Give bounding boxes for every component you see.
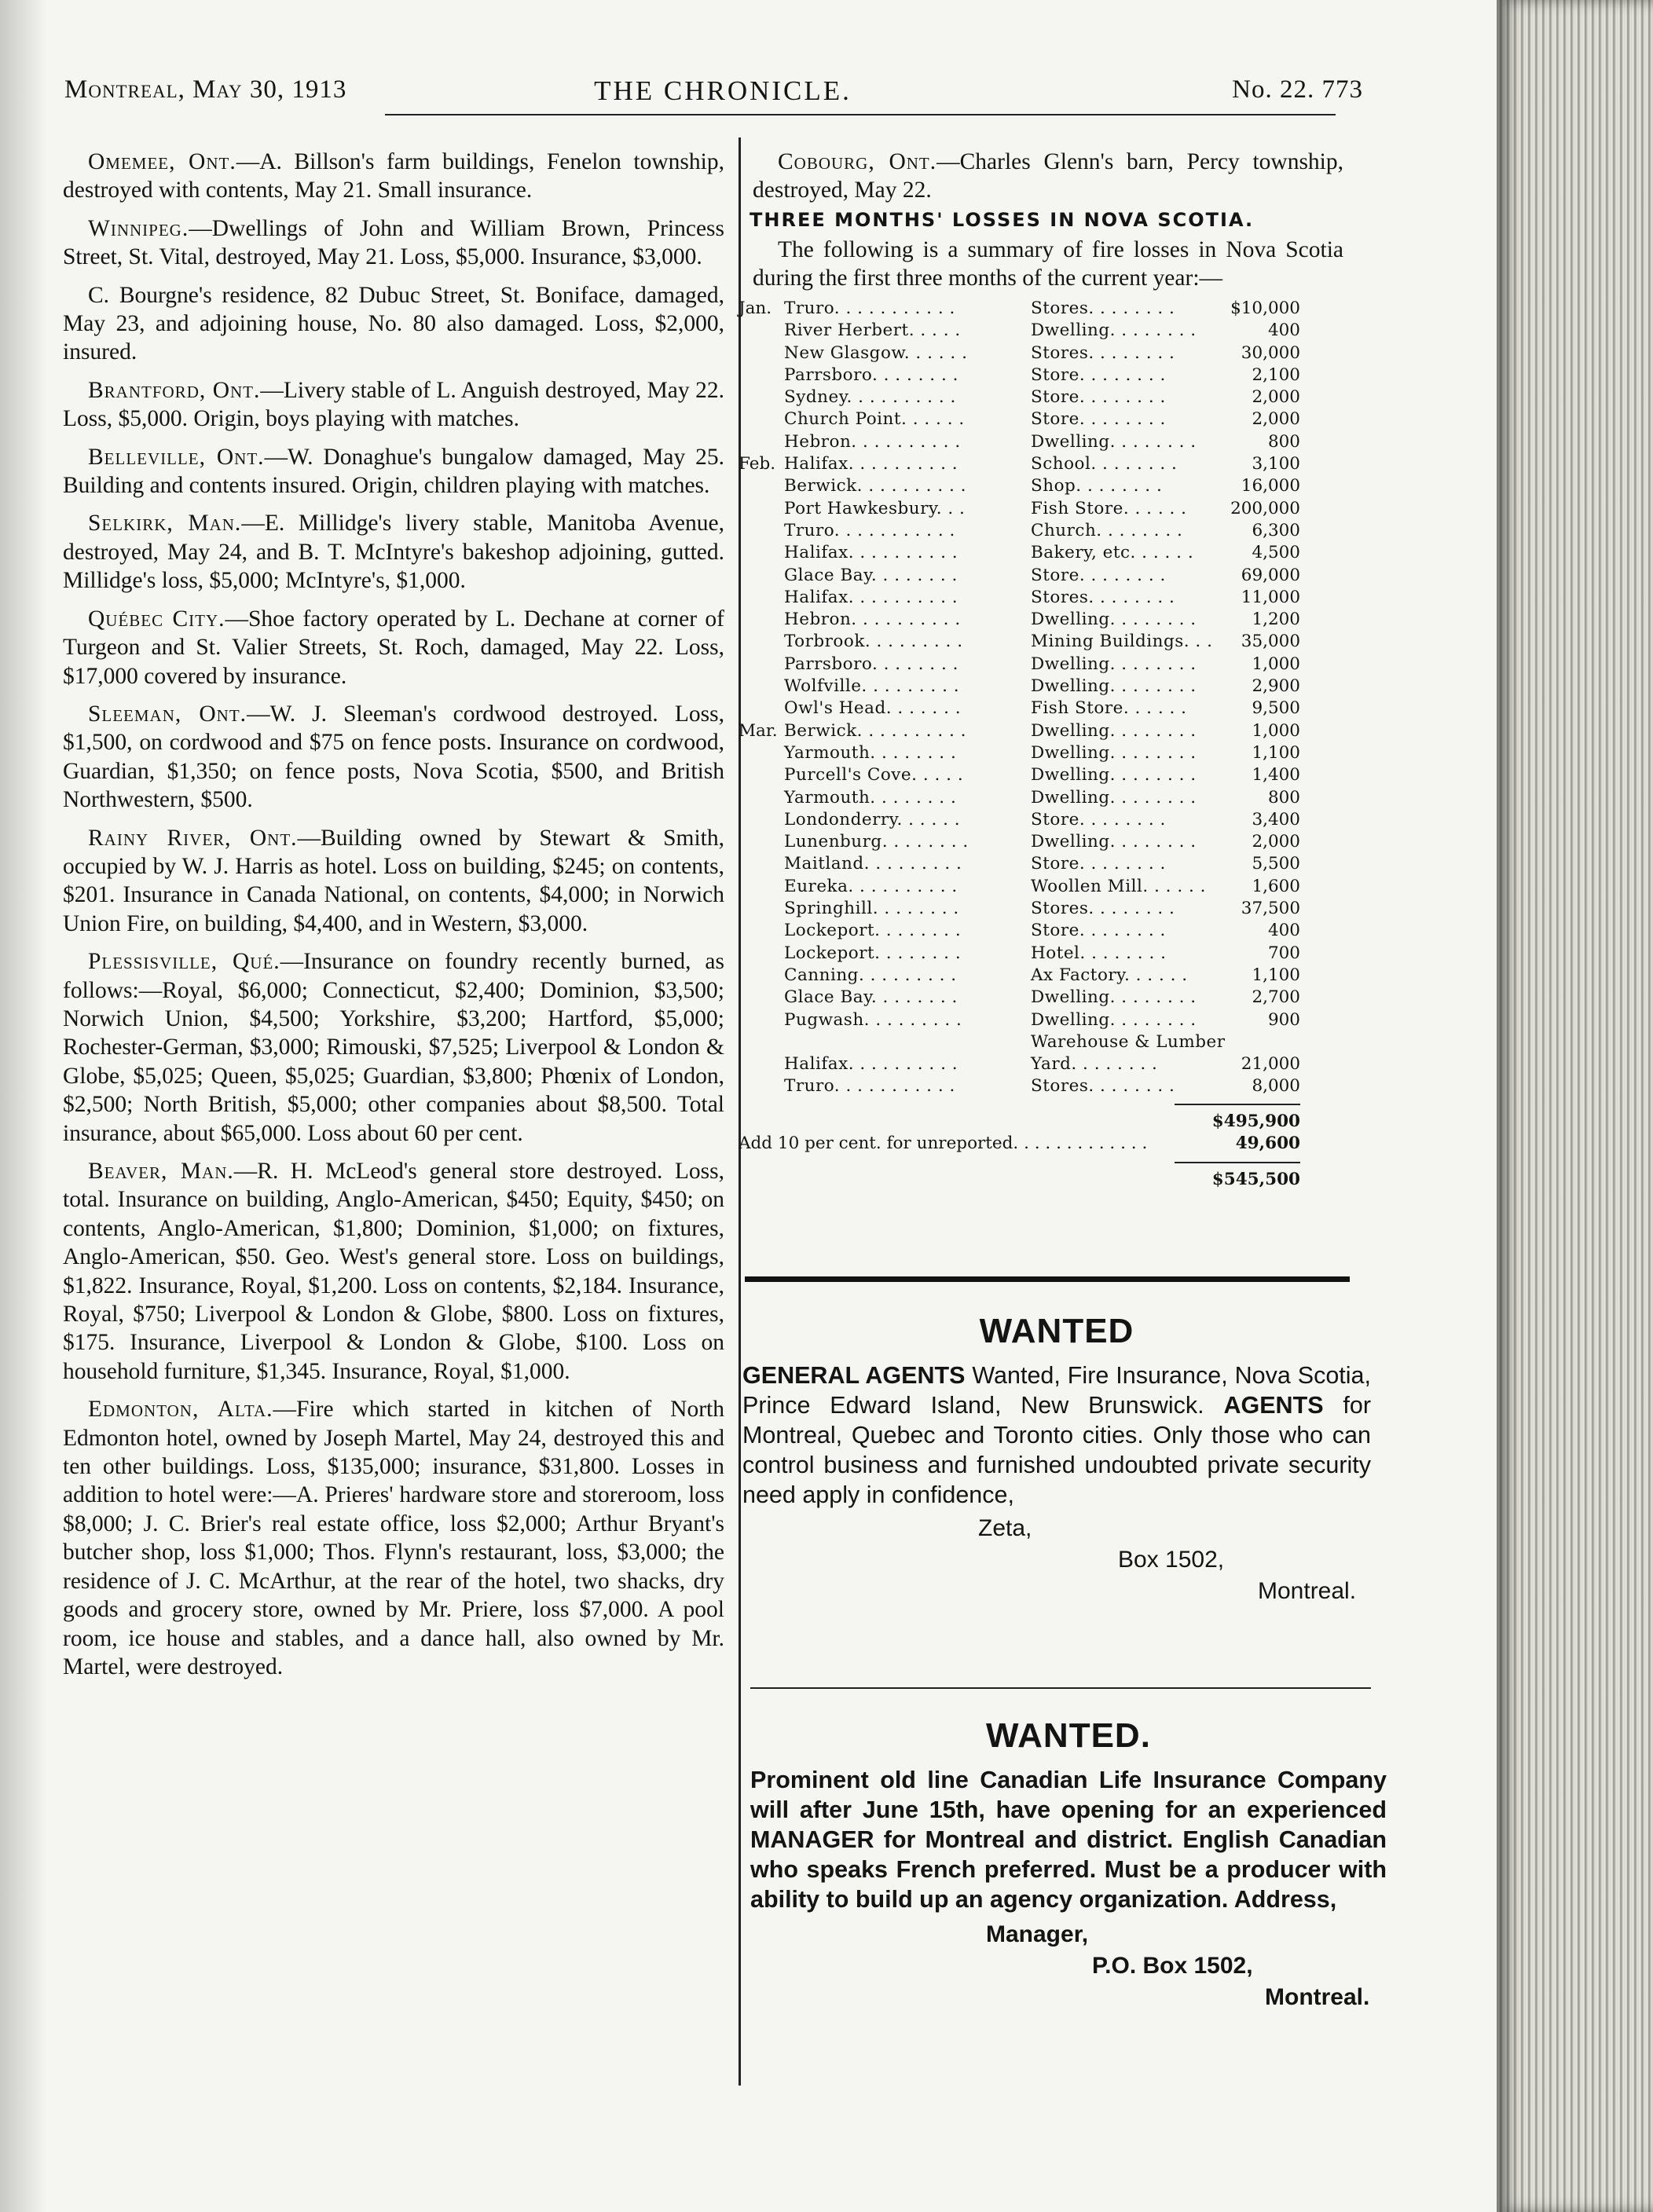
losses-row [739, 632, 1343, 654]
losses-row [739, 343, 1343, 365]
losses-town: Hebron. . . . . . . . . . [784, 610, 961, 630]
losses-type: Dwelling. . . . . . . . [1031, 787, 1197, 808]
losses-amount: 9,500 [1252, 698, 1300, 719]
news-item-text: —R. H. McLeod's general store destroyed. Loss, total. Insurance on building, Anglo-American, $450; Equity, $450; on contents, Anglo-American, $1,800; Dominion, $1,000; on fixtures, Anglo-American, $50. Geo. West's general store. Loss on buildings, $1,822. Insurance, Royal, $1,200. Loss on contents, $2,184. Insurance, Royal, $750; Liverpool & London & Globe, $800. Loss on fixtures, $175. Insurance, Liverpool & London & Globe, $100. Loss on household furniture, $1,345. Insurance, Royal, $1,000. [63, 1159, 724, 1384]
book-page-edges [1497, 0, 1653, 2212]
losses-type: School. . . . . . . . [1031, 454, 1178, 474]
news-item-text: —Building owned by Stewart & Smith, occupied by W. J. Harris as hotel. Loss on building, $245; on contents, $201. Insurance in Canada National, on contents, $4,000; in Norwich Union Fire, on building, $4,400, and in Western, $3,000. [63, 825, 724, 936]
losses-town: Hebron. . . . . . . . . . [784, 431, 961, 452]
losses-row [739, 698, 1343, 720]
header-issue-page: No. 22. 773 [1232, 75, 1363, 104]
losses-amount: 2,900 [1252, 676, 1300, 697]
ad-signature-city: Montreal. [1265, 1984, 1370, 2010]
binding-shadow [0, 0, 47, 2212]
losses-row [739, 877, 1343, 899]
losses-row [739, 566, 1343, 588]
losses-type: Store. . . . . . . . [1031, 565, 1166, 585]
losses-type: Store. . . . . . . . [1031, 921, 1166, 941]
grand-total-row [739, 1165, 1343, 1192]
news-item-text: C. Bourgne's residence, 82 Dubuc Street, St. Boniface, damaged, May 23, and adjoining house, No. 80 also damaged. Loss, $2,000, insured. [63, 282, 724, 365]
header-dateline: Montreal, May 30, 1913 [64, 75, 347, 104]
grand-total-amount: $545,500 [1211, 1169, 1300, 1189]
losses-amount: 1,100 [1252, 965, 1300, 985]
losses-amount: 400 [1267, 320, 1300, 341]
header-rule [385, 114, 1336, 115]
ad-emphasis: AGENTS [1223, 1392, 1324, 1419]
losses-row [739, 943, 1343, 965]
losses-table [739, 298, 1343, 1099]
losses-amount: 900 [1267, 1009, 1300, 1030]
news-item-text: —W. Donaghue's bungalow damaged, May 25. Building and contents insured. Origin, children playing with matches. [63, 444, 724, 499]
news-item-place: Rainy River, Ont. [88, 825, 298, 851]
losses-town: Wolfville. . . . . . . . . [784, 676, 960, 697]
losses-type: Church. . . . . . . . [1031, 520, 1183, 540]
left-column [63, 148, 724, 1690]
losses-row [739, 965, 1343, 987]
losses-town: Truro. . . . . . . . . . . [784, 298, 955, 318]
news-item [63, 509, 724, 595]
losses-town: Yarmouth. . . . . . . . [784, 742, 957, 763]
losses-type: Store. . . . . . . . [1031, 854, 1166, 874]
grand-total-rule [1175, 1162, 1300, 1163]
losses-town: Londonderry. . . . . . [784, 809, 961, 830]
news-item-place: Winnipeg. [88, 215, 189, 241]
losses-type: Dwelling. . . . . . . . [1031, 742, 1197, 763]
losses-town: Parrsboro. . . . . . . . [784, 654, 958, 674]
losses-month: Feb. [739, 454, 776, 474]
losses-town: Maitland. . . . . . . . . [784, 854, 962, 874]
losses-row [739, 1010, 1343, 1032]
losses-town: Port Hawkesbury. . . [784, 498, 966, 518]
losses-type: Yard. . . . . . . . [1031, 1054, 1158, 1075]
news-item-place: Omemee, Ont. [88, 149, 236, 174]
ad-body [742, 1361, 1371, 1510]
losses-amount: 8,000 [1252, 1076, 1300, 1097]
losses-type: Dwelling. . . . . . . . [1031, 431, 1197, 452]
losses-town: Owl's Head. . . . . . . [784, 698, 962, 719]
header-masthead: THE CHRONICLE. [594, 75, 852, 106]
losses-type: Ax Factory. . . . . . [1031, 965, 1188, 985]
losses-town: Halifax. . . . . . . . . . [784, 543, 958, 563]
losses-row [739, 409, 1343, 431]
news-item-place: Edmonton, Alta. [88, 1397, 273, 1423]
subtotal-row [739, 1107, 1343, 1133]
ad-signature-name: Zeta, [978, 1515, 1032, 1541]
wanted-ad-manager [750, 1716, 1387, 2013]
losses-amount: 400 [1267, 921, 1300, 941]
ad-signature-city: Montreal. [1258, 1578, 1357, 1604]
ad-signature-name: Manager, [986, 1921, 1089, 1947]
unreported-row [739, 1133, 1343, 1160]
losses-town: Lunenburg. . . . . . . . [784, 832, 969, 852]
losses-type: Dwelling. . . . . . . . [1031, 320, 1197, 341]
losses-type: Dwelling. . . . . . . . [1031, 765, 1197, 786]
losses-type: Fish Store. . . . . . [1031, 498, 1187, 518]
losses-amount: 3,100 [1252, 454, 1300, 474]
losses-amount: 2,700 [1252, 987, 1300, 1008]
losses-row [739, 499, 1343, 521]
losses-amount: 2,000 [1252, 832, 1300, 852]
losses-type: Store. . . . . . . . [1031, 364, 1166, 385]
subtotal-rule [1175, 1104, 1300, 1105]
losses-amount: 800 [1267, 431, 1300, 452]
losses-town: Pugwash. . . . . . . . . [784, 1009, 962, 1030]
losses-amount: 6,300 [1252, 520, 1300, 540]
news-item-place: Plessisville, Qué. [88, 949, 280, 975]
news-item [63, 824, 724, 939]
losses-amount: 30,000 [1241, 342, 1300, 363]
losses-town: Lockeport. . . . . . . . [784, 943, 962, 963]
losses-row [739, 320, 1343, 342]
losses-row [739, 810, 1343, 832]
losses-amount: 1,000 [1252, 720, 1300, 741]
losses-type: Dwelling. . . . . . . . [1031, 610, 1197, 630]
losses-row [739, 454, 1343, 476]
news-item [63, 148, 724, 205]
losses-type: Dwelling. . . . . . . . [1031, 654, 1197, 674]
losses-row [739, 521, 1343, 543]
losses-town: Yarmouth. . . . . . . . [784, 787, 957, 808]
unreported-label: Add 10 per cent. for unreported. . . . . . . . . . . . . [739, 1133, 1148, 1153]
losses-type: Stores. . . . . . . . [1031, 1076, 1175, 1097]
news-item-place: Québec City. [88, 606, 225, 632]
losses-type: Hotel. . . . . . . . [1031, 943, 1167, 963]
news-item [739, 148, 1343, 204]
news-item-place: Brantford, Ont. [88, 377, 261, 403]
losses-row [739, 921, 1343, 943]
ad-separator-thick [745, 1276, 1350, 1282]
losses-row [739, 610, 1343, 632]
losses-town: River Herbert. . . . . [784, 320, 961, 341]
news-item [63, 281, 724, 367]
news-item-text: —Insurance on foundry recently burned, as follows:—Royal, $6,000; Connecticut, $2,400; Dominion, $3,500; Norwich Union, $4,500; Yorkshire, $3,200; Hartford, $5,000; Rochester-German, $3,000; Rimouski, $7,525; Liverpool & London & Globe, $5,025; Queen, $5,025; Guardian, $3,800; Phœnix of London, $2,500; North British, $5,000; other companies about $8,500. Total insurance, about $65,000. Loss about 60 per cent. [63, 949, 725, 1146]
news-item-text: —Fire which started in kitchen of North Edmonton hotel, owned by Joseph Martel, May 24, destroyed this and ten other buildings. Loss, $135,000; insurance, $31,800. Losses in addition to hotel were:—A. Prieres' hardware store and storeroom, loss $8,000; J. C. Brier's real estate office, loss $2,000; Arthur Bryant's butcher shop, loss $1,000; Thos. Flynn's restaurant, loss, $3,000; the residence of J. C. McArthur, at the rear of the hotel, two shacks, dry goods and grocery store, owned by Mr. Priere, loss $7,000. A pool room, ice house and stables, and a dance hall, also owned by Mr. Martel, were destroyed. [63, 1397, 724, 1679]
unreported-amount: 49,600 [1235, 1133, 1300, 1153]
losses-town: Sydney. . . . . . . . . . [784, 387, 956, 408]
losses-amount: 2,100 [1252, 364, 1300, 385]
losses-type: Store. . . . . . . . [1031, 387, 1166, 408]
ad-text: Wanted, Fire Insurance, Nova Scotia, Prince Edward Island, New Brunswick. [742, 1362, 1371, 1419]
right-column [739, 148, 1343, 1192]
news-item-place: Sleeman, Ont. [88, 701, 247, 727]
losses-row [739, 987, 1343, 1009]
news-item-text: —Dwellings of John and William Brown, Princess Street, St. Vital, destroyed, May 21. Loss, $5,000. Insurance, $3,000. [63, 215, 724, 270]
losses-amount: 16,000 [1241, 476, 1300, 496]
subtotal-amount: $495,900 [1211, 1111, 1300, 1131]
news-item [63, 214, 724, 272]
losses-row [739, 1076, 1343, 1098]
losses-amount: 69,000 [1241, 565, 1300, 585]
losses-town: Glace Bay. . . . . . . . [784, 987, 958, 1008]
losses-town: Halifax. . . . . . . . . . [784, 1054, 958, 1075]
ad-heading: WANTED [979, 1312, 1134, 1350]
news-item-place: Cobourg, Ont. [778, 149, 937, 174]
news-item-text: —W. J. Sleeman's cordwood destroyed. Loss, $1,500, on cordwood and $75 on fence posts. Insurance on cordwood, Guardian, $1,350; on fence posts, Nova Scotia, $500, and British Northwestern, $500. [63, 701, 724, 813]
news-item [63, 443, 724, 500]
news-item [63, 605, 724, 690]
losses-amount: 1,200 [1252, 610, 1300, 630]
losses-type: Dwelling. . . . . . . . [1031, 720, 1197, 741]
ad-separator-thin [750, 1687, 1371, 1689]
losses-amount: 700 [1267, 943, 1300, 963]
news-item-text: —A. Billson's farm buildings, Fenelon township, destroyed with contents, May 21. Small insurance. [63, 149, 724, 203]
losses-amount: 2,000 [1252, 387, 1300, 408]
losses-town: Parrsboro. . . . . . . . [784, 364, 958, 385]
news-item-text: —Livery stable of L. Anguish destroyed, May 22. Loss, $5,000. Origin, boys playing with matches. [63, 377, 725, 432]
losses-row [739, 788, 1343, 810]
news-item [63, 947, 724, 1148]
ad-body: Prominent old line Canadian Life Insurance Company will after June 15th, have opening for an experienced MANAGER for Montreal and district. English Canadian who speaks French preferred. Must be a producer with ability to build up an agency organization. Address, [750, 1767, 1387, 1913]
losses-type: Mining Buildings. . . [1031, 632, 1213, 652]
losses-type: Woollen Mill. . . . . . [1031, 876, 1207, 896]
losses-amount: 35,000 [1241, 632, 1300, 652]
losses-type: Stores. . . . . . . . [1031, 342, 1175, 363]
losses-row [739, 476, 1343, 498]
losses-town: Truro. . . . . . . . . . . [784, 1076, 955, 1097]
losses-type: Dwelling. . . . . . . . [1031, 832, 1197, 852]
losses-row [739, 1054, 1343, 1076]
losses-amount: 200,000 [1230, 498, 1300, 518]
losses-row [739, 721, 1343, 743]
losses-type: Store. . . . . . . . [1031, 409, 1166, 430]
losses-type: Dwelling. . . . . . . . [1031, 676, 1197, 697]
losses-amount: 1,400 [1252, 765, 1300, 786]
losses-town: Canning. . . . . . . . . [784, 965, 957, 985]
ad-signature-box: Box 1502, [1118, 1547, 1225, 1573]
losses-month: Mar. [739, 720, 778, 741]
losses-row [739, 899, 1343, 921]
losses-type: Warehouse & Lumber [1031, 1031, 1226, 1052]
losses-town: Berwick. . . . . . . . . . [784, 720, 966, 741]
losses-town: Berwick. . . . . . . . . . [784, 476, 966, 496]
news-item-text: —E. Millidge's livery stable, Manitoba Avenue, destroyed, May 24, and B. T. McIntyre's bakeshop adjoining, gutted. Millidge's loss, $5,000; McIntyre's, $1,000. [63, 511, 724, 594]
ad-text: for Montreal, Quebec and Toronto cities. Only those who can control business and furnished undoubted private security need apply in confidence, [742, 1392, 1371, 1508]
losses-row [739, 832, 1343, 854]
news-item-text: —Charles Glenn's barn, Percy township, destroyed, May 22. [753, 149, 1344, 203]
losses-amount: 800 [1267, 787, 1300, 808]
losses-amount: 1,000 [1252, 654, 1300, 674]
wanted-ad-agents [742, 1312, 1371, 1607]
losses-town: Torbrook. . . . . . . . . [784, 632, 963, 652]
losses-amount: 2,000 [1252, 409, 1300, 430]
losses-type: Fish Store. . . . . . [1031, 698, 1187, 719]
losses-town: New Glasgow. . . . . . [784, 342, 968, 363]
news-item-text: —Shoe factory operated by L. Dechane at corner of Turgeon and St. Valier Streets, St. Roch, damaged, May 22. Loss, $17,000 covered by insurance. [63, 606, 724, 689]
losses-row [739, 298, 1343, 320]
losses-row [739, 765, 1343, 787]
losses-town: Eureka. . . . . . . . . . [784, 876, 958, 896]
losses-row [739, 365, 1343, 387]
losses-amount: 11,000 [1241, 587, 1300, 607]
losses-row [739, 387, 1343, 409]
losses-amount: 37,500 [1241, 899, 1300, 919]
losses-amount: 21,000 [1241, 1054, 1300, 1075]
losses-row [739, 1032, 1343, 1054]
losses-town: Lockeport. . . . . . . . [784, 921, 962, 941]
losses-town: Halifax. . . . . . . . . . [784, 587, 958, 607]
news-item-place: Beaver, Man. [88, 1159, 234, 1184]
news-item [63, 1395, 724, 1681]
losses-row [739, 432, 1343, 454]
ad-emphasis: GENERAL AGENTS [742, 1362, 966, 1389]
losses-row [739, 654, 1343, 676]
ad-heading: WANTED. [986, 1716, 1151, 1755]
losses-town: Halifax. . . . . . . . . . [784, 454, 958, 474]
losses-type: Store. . . . . . . . [1031, 809, 1166, 830]
losses-town: Glace Bay. . . . . . . . [784, 565, 958, 585]
losses-amount: 4,500 [1252, 543, 1300, 563]
losses-row [739, 588, 1343, 610]
losses-amount: 1,600 [1252, 876, 1300, 896]
losses-type: Dwelling. . . . . . . . [1031, 987, 1197, 1008]
losses-town: Purcell's Cove. . . . . [784, 765, 964, 786]
losses-row [739, 854, 1343, 876]
losses-row [739, 543, 1343, 565]
losses-type: Shop. . . . . . . . [1031, 476, 1163, 496]
losses-type: Stores. . . . . . . . [1031, 587, 1175, 607]
section-heading: THREE MONTHS' LOSSES IN NOVA SCOTIA. [750, 209, 1255, 231]
losses-type: Bakery, etc. . . . . . [1031, 543, 1194, 563]
losses-type: Stores. . . . . . . . [1031, 899, 1175, 919]
news-item [63, 700, 724, 815]
losses-amount: 5,500 [1252, 854, 1300, 874]
losses-month: Jan. [739, 298, 772, 318]
news-item-place: Selkirk, Man. [88, 511, 242, 537]
losses-town: Truro. . . . . . . . . . . [784, 520, 955, 540]
losses-type: Dwelling. . . . . . . . [1031, 1009, 1197, 1030]
losses-amount: 1,100 [1252, 742, 1300, 763]
ad-signature-box: P.O. Box 1502, [1092, 1953, 1253, 1979]
losses-town: Springhill. . . . . . . . [784, 899, 959, 919]
losses-type: Stores. . . . . . . . [1031, 298, 1175, 318]
losses-amount: $10,000 [1230, 298, 1300, 318]
news-item-place: Belleville, Ont. [88, 444, 265, 470]
news-item [63, 1157, 724, 1386]
section-intro: The following is a summary of fire losses in Nova Scotia during the first three months of the current year:— [753, 237, 1343, 291]
losses-town: Church Point. . . . . . [784, 409, 965, 430]
losses-row [739, 676, 1343, 698]
losses-amount: 3,400 [1252, 809, 1300, 830]
losses-row [739, 743, 1343, 765]
news-item [63, 376, 724, 434]
